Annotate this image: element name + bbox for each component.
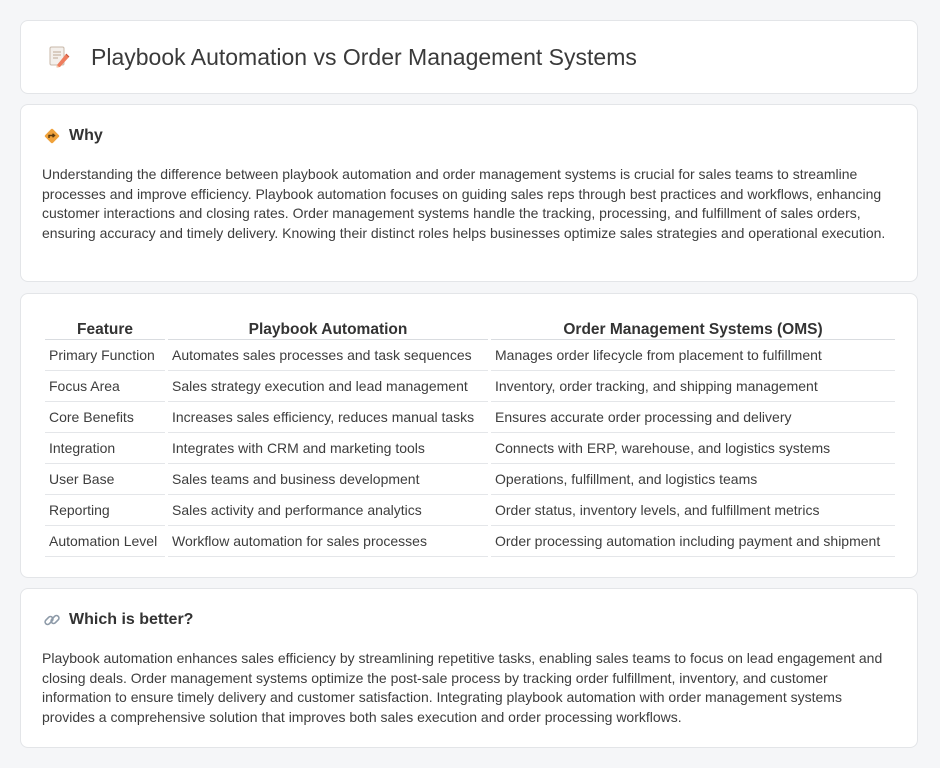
- playbook-cell: Sales teams and business development: [168, 464, 488, 495]
- link-icon: [43, 611, 61, 629]
- why-title: Why: [69, 127, 103, 144]
- title-row: [21, 21, 917, 93]
- column-header-oms: Order Management Systems (OMS): [491, 314, 895, 340]
- playbook-cell: Increases sales efficiency, reduces manual tasks: [168, 402, 488, 433]
- feature-cell: User Base: [45, 464, 165, 495]
- playbook-cell: Sales activity and performance analytics: [168, 495, 488, 526]
- which-is-better-section: [20, 588, 918, 748]
- why-text: Understanding the difference between playbook automation and order management systems is crucial for sales teams to streamline processes and improve efficiency. Playbook automation focuses on guiding sales reps through best practices and workflows, enhancing customer interactions and closing rates. Order management systems handle the tracking, processing, and fulfillment of sales orders, ensuring accuracy and timely delivery. Knowing their distinct roles helps businesses optimize sales strategies and operational execution.: [42, 166, 886, 241]
- playbook-cell: Automates sales processes and task sequences: [168, 340, 488, 371]
- table-row: [45, 340, 895, 371]
- road-sign-icon: [43, 127, 61, 145]
- better-title: Which is better?: [69, 611, 194, 628]
- why-section: [20, 104, 918, 282]
- playbook-cell: Sales strategy execution and lead management: [168, 371, 488, 402]
- table-row: [45, 495, 895, 526]
- column-header-feature: Feature: [45, 314, 165, 340]
- table-header-row: [45, 314, 895, 340]
- why-header: [43, 127, 103, 145]
- oms-cell: Operations, fulfillment, and logistics teams: [491, 464, 895, 495]
- playbook-cell: Workflow automation for sales processes: [168, 526, 488, 557]
- page-title: Playbook Automation vs Order Management Systems: [91, 43, 637, 70]
- oms-cell: Order status, inventory levels, and fulfillment metrics: [491, 495, 895, 526]
- oms-cell: Connects with ERP, warehouse, and logistics systems: [491, 433, 895, 464]
- table-row: [45, 464, 895, 495]
- comparison-table: [42, 314, 898, 557]
- column-header-playbook: Playbook Automation: [168, 314, 488, 340]
- oms-cell: Ensures accurate order processing and delivery: [491, 402, 895, 433]
- feature-cell: Focus Area: [45, 371, 165, 402]
- table-row: [45, 433, 895, 464]
- feature-cell: Automation Level: [45, 526, 165, 557]
- table-row: [45, 526, 895, 557]
- table-row: [45, 371, 895, 402]
- better-text: Playbook automation enhances sales efficiency by streamlining repetitive tasks, enabling sales teams to focus on lead engagement and closing deals. Order management systems optimize the post-sale process by tracking order fulfillment, inventory, and customer information to ensure timely delivery and customer satisfaction. Integrating playbook automation with order management systems provides a comprehensive solution that improves both sales execution and order processing workflows.: [42, 650, 883, 725]
- oms-cell: Order processing automation including payment and shipment: [491, 526, 895, 557]
- feature-cell: Core Benefits: [45, 402, 165, 433]
- oms-cell: Manages order lifecycle from placement to fulfillment: [491, 340, 895, 371]
- document-pencil-icon: [47, 45, 71, 69]
- better-header: [43, 611, 193, 629]
- comparison-section: [20, 293, 918, 578]
- feature-cell: Integration: [45, 433, 165, 464]
- feature-cell: Reporting: [45, 495, 165, 526]
- feature-cell: Primary Function: [45, 340, 165, 371]
- table-row: [45, 402, 895, 433]
- playbook-cell: Integrates with CRM and marketing tools: [168, 433, 488, 464]
- title-card: [20, 20, 918, 94]
- oms-cell: Inventory, order tracking, and shipping management: [491, 371, 895, 402]
